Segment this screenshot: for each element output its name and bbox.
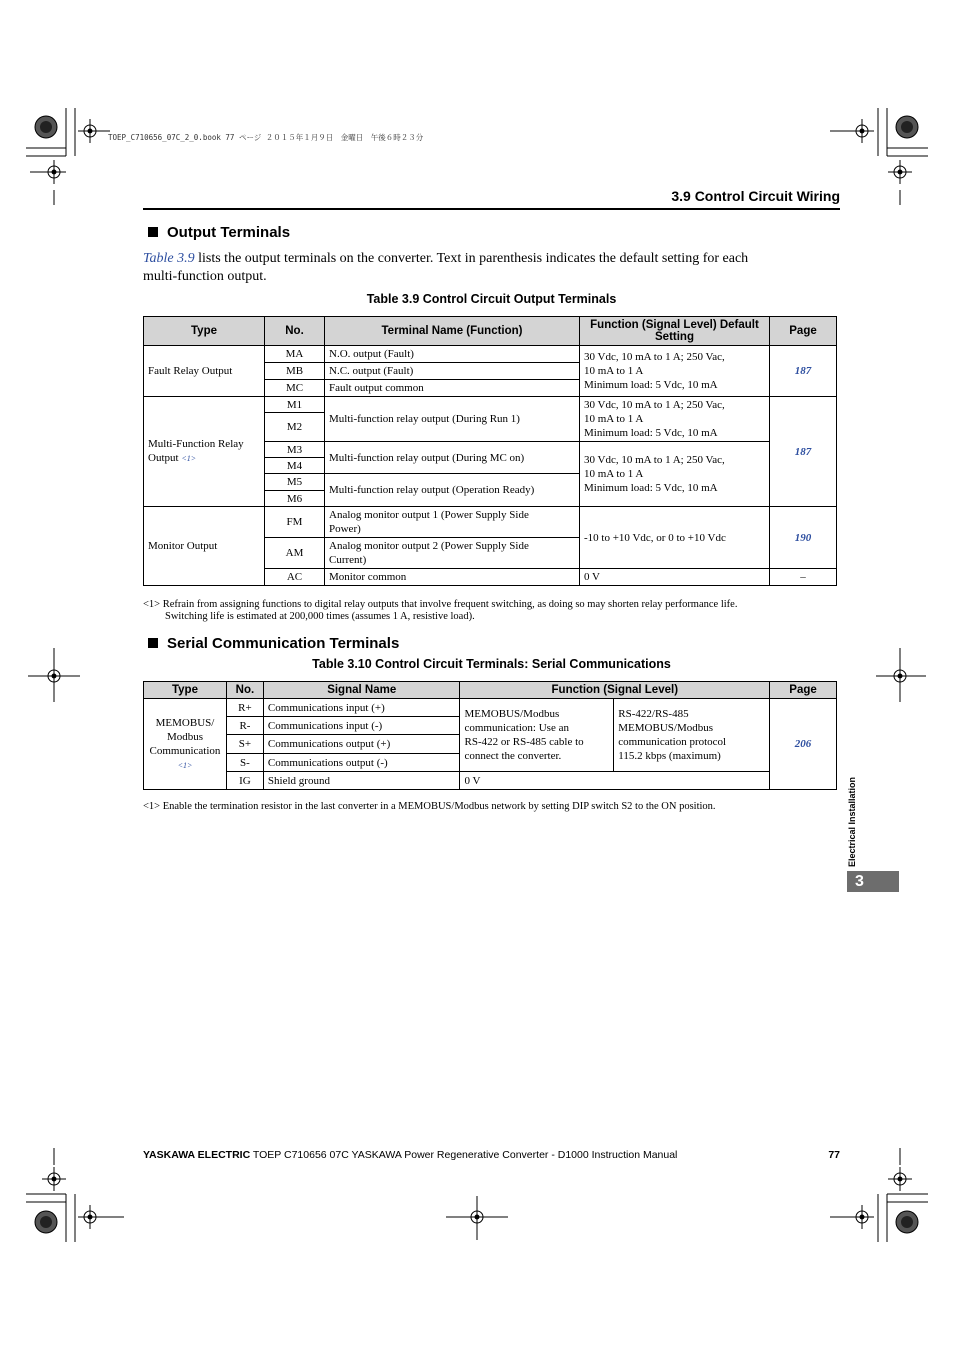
table-header-row bbox=[144, 682, 837, 699]
signal-name: Communications output (+) bbox=[263, 735, 460, 754]
type-monitor-output: Monitor Output bbox=[144, 507, 265, 586]
spec-line: 30 Vdc, 10 mA to 1 A; 250 Vac, bbox=[584, 399, 725, 411]
function-spec bbox=[580, 442, 770, 507]
func-line: connect the converter. bbox=[464, 750, 562, 762]
serial-heading-text: Serial Communication Terminals bbox=[167, 635, 400, 652]
signal-name: Communications input (-) bbox=[263, 717, 460, 735]
terminal-no: R- bbox=[226, 717, 263, 735]
col-no: No. bbox=[265, 317, 325, 346]
chapter-tab bbox=[847, 871, 899, 892]
type-label: Output bbox=[148, 452, 179, 464]
function-spec bbox=[580, 346, 770, 397]
footer bbox=[143, 1149, 677, 1161]
output-heading-text: Output Terminals bbox=[167, 224, 291, 241]
terminal-no: M6 bbox=[265, 491, 325, 507]
terminal-no: S- bbox=[226, 754, 263, 772]
type-line: MEMOBUS/ bbox=[155, 716, 215, 729]
output-terminals-table bbox=[143, 316, 837, 586]
name-line: Analog monitor output 1 (Power Supply Side bbox=[329, 509, 529, 521]
page-link-187[interactable]: 187 bbox=[770, 397, 837, 507]
terminal-name: Fault output common bbox=[325, 380, 580, 397]
spec-line: Minimum load: 5 Vdc, 10 mA bbox=[584, 379, 718, 391]
function-a bbox=[460, 699, 614, 772]
terminal-no: FM bbox=[265, 507, 325, 538]
terminal-name: Multi-function relay output (During Run 1) bbox=[325, 397, 580, 442]
function-spec: -10 to +10 Vdc, or 0 to +10 Vdc bbox=[580, 507, 770, 569]
bullet-square-icon bbox=[148, 227, 158, 237]
spec-line: 10 mA to 1 A bbox=[584, 365, 644, 377]
func-line: MEMOBUS/Modbus bbox=[618, 722, 714, 734]
footer-brand: YASKAWA ELECTRIC bbox=[143, 1149, 251, 1161]
func-line: 115.2 kbps (maximum) bbox=[618, 750, 721, 762]
terminal-name: Monitor common bbox=[325, 569, 580, 586]
terminal-no: M1 bbox=[265, 397, 325, 413]
col-page: Page bbox=[770, 317, 837, 346]
chapter-number: 3 bbox=[855, 873, 864, 890]
signal-name: Shield ground bbox=[263, 772, 460, 790]
spec-line: Minimum load: 5 Vdc, 10 mA bbox=[584, 427, 718, 439]
type-line: Communication bbox=[149, 744, 221, 757]
table-row bbox=[144, 772, 837, 790]
section-header: 3.9 Control Circuit Wiring bbox=[671, 188, 840, 204]
terminal-no: M4 bbox=[265, 458, 325, 474]
footnote-line-1: <1> Refrain from assigning functions to digital relay outputs that involve frequent switching, as doing so may shorten relay performance life. bbox=[143, 599, 738, 610]
terminal-name: Multi-function relay output (During MC on) bbox=[325, 442, 580, 474]
terminal-no: S+ bbox=[226, 735, 263, 754]
spec-line: 10 mA to 1 A bbox=[584, 468, 644, 480]
type-memobus bbox=[144, 699, 227, 790]
page-none: – bbox=[770, 569, 837, 586]
serial-heading bbox=[148, 635, 399, 652]
terminal-no: MC bbox=[265, 380, 325, 397]
output-intro bbox=[143, 250, 833, 286]
col-type: Type bbox=[144, 682, 227, 699]
table-header-row bbox=[144, 317, 837, 346]
terminal-no: MA bbox=[265, 346, 325, 363]
note-ref-link[interactable]: <1> bbox=[181, 454, 197, 463]
table-row bbox=[144, 346, 837, 363]
func-line: communication: Use an bbox=[464, 722, 569, 734]
func-line: RS-422 or RS-485 cable to bbox=[464, 736, 584, 748]
note-ref-link[interactable]: <1> bbox=[177, 760, 193, 770]
bullet-square-icon bbox=[148, 638, 158, 648]
function-spec: 0 V bbox=[580, 569, 770, 586]
table-3-10-caption: Table 3.10 Control Circuit Terminals: Serial Communications bbox=[312, 657, 671, 671]
side-tab-label: Electrical Installation bbox=[847, 776, 857, 867]
spec-line: Minimum load: 5 Vdc, 10 mA bbox=[584, 482, 718, 494]
name-line: Analog monitor output 2 (Power Supply Side bbox=[329, 540, 529, 552]
terminal-name: Multi-function relay output (Operation Ready) bbox=[325, 474, 580, 507]
name-line: Current) bbox=[329, 554, 367, 566]
intro-line-2: multi-function output. bbox=[143, 269, 267, 284]
name-line: Power) bbox=[329, 523, 361, 535]
func-line: communication protocol bbox=[618, 736, 727, 748]
type-label: Multi-Function Relay bbox=[148, 438, 244, 450]
col-no: No. bbox=[226, 682, 263, 699]
output-footnote bbox=[143, 599, 737, 623]
table-3-9-caption: Table 3.9 Control Circuit Output Terminals bbox=[366, 292, 617, 306]
table-row bbox=[144, 507, 837, 538]
type-multi-function-relay bbox=[144, 397, 265, 507]
table-row bbox=[144, 699, 837, 717]
func-line: RS-422/RS-485 bbox=[618, 708, 689, 720]
page-number: 77 bbox=[828, 1149, 840, 1161]
terminal-name: N.O. output (Fault) bbox=[325, 346, 580, 363]
table-3-9-link[interactable]: Table 3.9 bbox=[143, 251, 195, 266]
type-line: Modbus bbox=[166, 730, 204, 743]
func-line: MEMOBUS/Modbus bbox=[464, 708, 560, 720]
intro-line-1: lists the output terminals on the converter. Text in parenthesis indicates the default setting for each bbox=[194, 251, 749, 266]
page-link-187[interactable]: 187 bbox=[770, 346, 837, 397]
page-link-190[interactable]: 190 bbox=[770, 507, 837, 569]
type-fault-relay: Fault Relay Output bbox=[144, 346, 265, 397]
footnote-line-2: Switching life is estimated at 200,000 times (assumes 1 A, resistive load). bbox=[165, 611, 475, 622]
output-heading bbox=[148, 224, 290, 241]
terminal-no: R+ bbox=[226, 699, 263, 717]
col-signal-name: Signal Name bbox=[263, 682, 460, 699]
spec-line: 30 Vdc, 10 mA to 1 A; 250 Vac, bbox=[584, 351, 725, 363]
signal-name: Communications output (-) bbox=[263, 754, 460, 772]
page-link-206[interactable]: 206 bbox=[770, 699, 837, 790]
serial-terminals-table bbox=[143, 681, 837, 790]
spec-line: 10 mA to 1 A bbox=[584, 413, 644, 425]
terminal-no: AC bbox=[265, 569, 325, 586]
col-function: Function (Signal Level) bbox=[460, 682, 770, 699]
header-rule bbox=[143, 208, 840, 210]
print-mark: TOEP_C710656_07C_2_0.book 77 ページ ２０１５年１月９日 金曜日 午後６時２３分 bbox=[108, 133, 424, 142]
col-function: Function (Signal Level) Default Setting bbox=[580, 317, 770, 346]
spec-line: 30 Vdc, 10 mA to 1 A; 250 Vac, bbox=[584, 454, 725, 466]
terminal-no: M3 bbox=[265, 442, 325, 458]
terminal-name: N.C. output (Fault) bbox=[325, 363, 580, 380]
function-spec bbox=[580, 397, 770, 442]
terminal-no: M2 bbox=[265, 413, 325, 442]
col-terminal-name: Terminal Name (Function) bbox=[325, 317, 580, 346]
terminal-no: IG bbox=[226, 772, 263, 790]
signal-name: Communications input (+) bbox=[263, 699, 460, 717]
terminal-name bbox=[325, 507, 580, 538]
table-row bbox=[144, 397, 837, 413]
terminal-name bbox=[325, 538, 580, 569]
serial-footnote: <1> Enable the termination resistor in the last converter in a MEMOBUS/Modbus network by setting DIP switch S2 to the ON position. bbox=[143, 801, 716, 812]
terminal-no: MB bbox=[265, 363, 325, 380]
footer-text: TOEP C710656 07C YASKAWA Power Regenerative Converter - D1000 Instruction Manual bbox=[250, 1149, 678, 1161]
terminal-no: M5 bbox=[265, 474, 325, 491]
col-page: Page bbox=[770, 682, 837, 699]
terminal-no: AM bbox=[265, 538, 325, 569]
col-type: Type bbox=[144, 317, 265, 346]
function-ig: 0 V bbox=[460, 772, 770, 790]
function-b bbox=[614, 699, 770, 772]
